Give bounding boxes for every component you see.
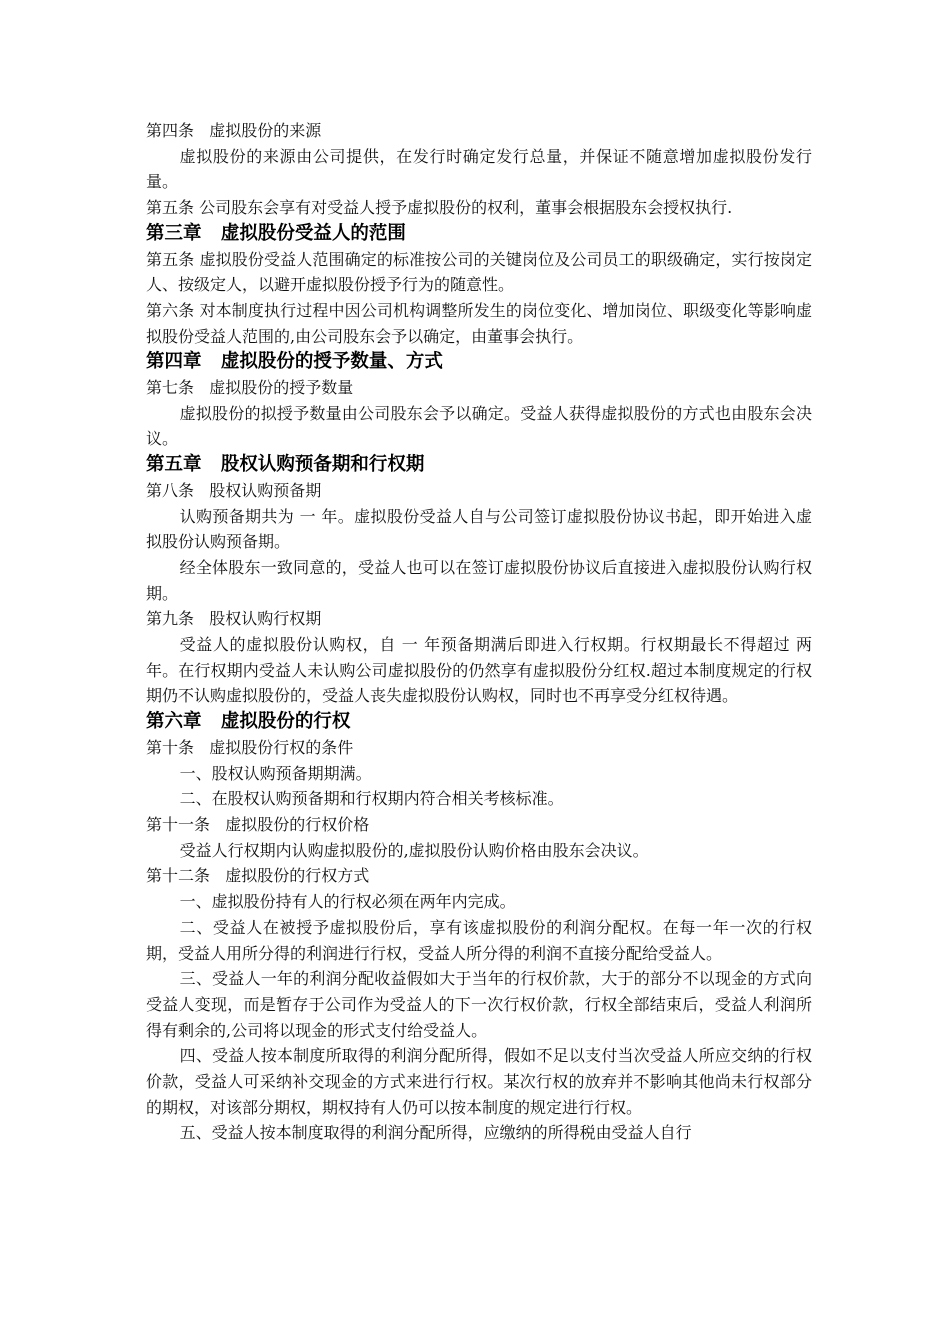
article-12-item-3: 三、受益人一年的利润分配收益假如大于当年的行权价款，大于的部分不以现金的方式向受益人变现，而是暂存于公司作为受益人的下一次行权价款，行权全部结束后，受益人利润所得有剩余的,公司将以现金的形式支付给受益人。: [146, 969, 812, 1040]
article-9-title: 第九条 股权认购行权期: [146, 609, 322, 629]
article-8-title: 第八条 股权认购预备期: [146, 480, 322, 500]
article-12-title: 第十二条 虚拟股份的行权方式: [146, 866, 370, 886]
chapter-5-heading: 第五章 股权认购预备期和行权期: [146, 454, 425, 476]
article-7-paragraph: 虚拟股份的拟授予数量由公司股东会予以确定。受益人获得虚拟股份的方式也由股东会决议。: [146, 403, 812, 449]
article-5b-text: 第五条 虚拟股份受益人范围确定的标准按公司的关键岗位及公司员工的职级确定，实行按岗定人、按级定人，以避开虚拟股份授予行为的随意性。: [146, 249, 812, 295]
article-12-item-1: 一、虚拟股份持有人的行权必须在两年内完成。: [179, 892, 516, 912]
article-7-title: 第七条 虚拟股份的授予数量: [146, 378, 354, 398]
article-4-title: 第四条 虚拟股份的来源: [146, 121, 322, 140]
article-10-item-2: 二、在股权认购预备期和行权期内符合相关考核标准。: [179, 789, 564, 809]
chapter-3-heading: 第三章 虚拟股份受益人的范围: [146, 222, 406, 244]
article-12-item-5: 五、受益人按本制度取得的利润分配所得，应缴纳的所得税由受益人自行: [179, 1123, 692, 1143]
article-4-paragraph: 虚拟股份的来源由公司提供，在发行时确定发行总量，并保证不随意增加虚拟股份发行量。: [146, 146, 812, 192]
article-6-text: 第六条 对本制度执行过程中因公司机构调整所发生的岗位变化、增加岗位、职级变化等影响虚拟股份受益人范围的,由公司股东会予以确定，由董事会执行。: [146, 300, 812, 346]
article-9-paragraph: 受益人的虚拟股份认购权，自 一 年预备期满后即进入行权期。行权期最长不得超过 两 年。在行权期内受益人未认购公司虚拟股份的仍然享有虚拟股份分红权.超过本制度规定的行权期仍不认购虚拟股份的，受益人丧失虚拟股份认购权，同时也不再享受分红权待遇。: [146, 635, 812, 706]
article-11-title: 第十一条 虚拟股份的行权价格: [146, 814, 370, 834]
article-8-paragraph-2: 经全体股东一致同意的，受益人也可以在签订虚拟股份协议后直接进入虚拟股份认购行权期。: [146, 557, 812, 603]
article-10-item-1: 一、股权认购预备期期满。: [179, 763, 372, 783]
article-10-title: 第十条 虚拟股份行权的条件: [146, 737, 354, 757]
article-11-paragraph: 受益人行权期内认购虚拟股份的,虚拟股份认购价格由股东会决议。: [179, 840, 649, 860]
article-12-item-4: 四、受益人按本制度所取得的利润分配所得，假如不足以支付当次受益人所应交纳的行权价款，受益人可采纳补交现金的方式来进行行权。某次行权的放弃并不影响其他尚未行权部分的期权，对该部分期权，期权持有人仍可以按本制度的规定进行行权。: [146, 1046, 812, 1117]
article-5-text: 第五条 公司股东会享有对受益人授予虚拟股份的权利，董事会根据股东会授权执行.: [146, 198, 733, 218]
article-12-item-2: 二、受益人在被授予虚拟股份后，享有该虚拟股份的利润分配权。在每一年一次的行权期，受益人用所分得的利润进行行权，受益人所分得的利润不直接分配给受益人。: [146, 917, 812, 963]
document-body: [146, 118, 812, 1146]
chapter-4-heading: 第四章 虚拟股份的授予数量、方式: [146, 351, 443, 373]
chapter-6-heading: 第六章 虚拟股份的行权: [146, 711, 351, 733]
article-8-paragraph-1: 认购预备期共为 一 年。虚拟股份受益人自与公司签订虚拟股份协议书起，即开始进入虚拟股份认购预备期。: [146, 506, 812, 552]
